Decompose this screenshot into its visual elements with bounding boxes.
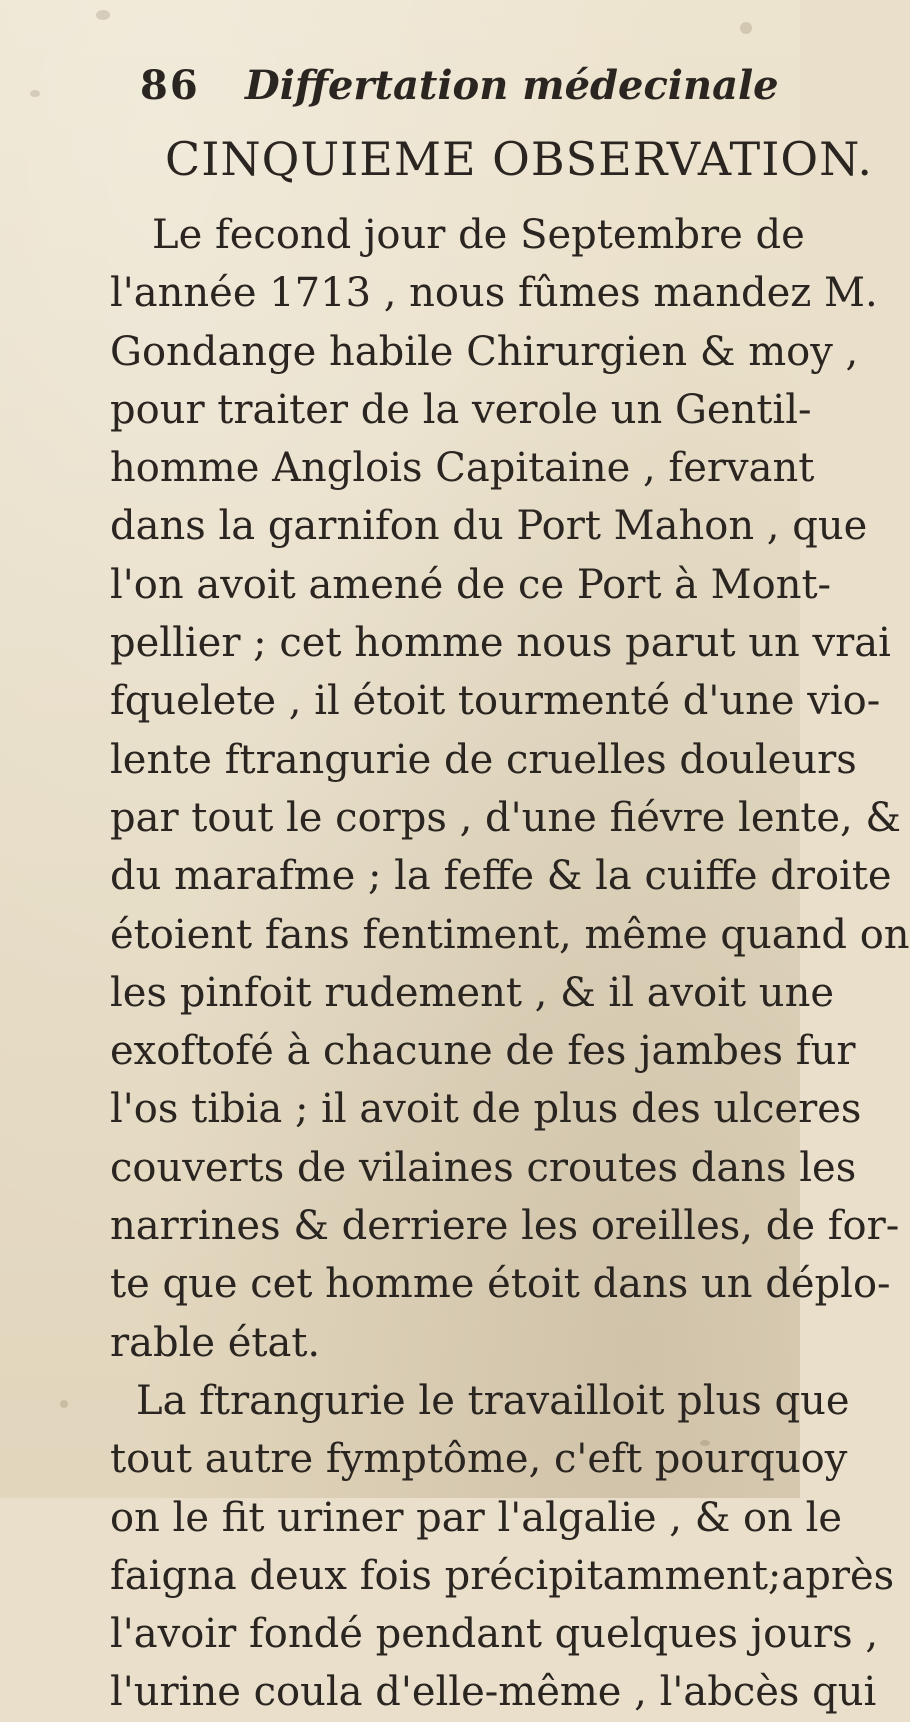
- text-line: tout autre fymptôme, c'eft pourquoy: [110, 1436, 848, 1483]
- running-head: Differtation médecinale: [245, 62, 779, 109]
- text-line: l'avoir fondé pendant quelques jours ,: [110, 1611, 879, 1658]
- stain: [96, 10, 110, 20]
- text-line: pour traiter de la verole un Gentil-: [110, 386, 812, 433]
- text-line: étoient fans fentiment, même quand on: [110, 911, 910, 958]
- text-line: l'on avoit amené de ce Port à Mont-: [110, 561, 832, 608]
- text-line: exoftofé à chacune de fes jambes fur: [110, 1028, 856, 1075]
- text-line: rable état.: [110, 1319, 321, 1366]
- text-line: l'os tibia ; il avoit de plus des ulceres: [110, 1086, 862, 1133]
- text-line: te que cet homme étoit dans un déplo-: [110, 1261, 891, 1308]
- text-line: fquelete , il étoit tourmenté d'une vio-: [110, 678, 881, 725]
- text-line: dans la garnifon du Port Mahon , que: [110, 503, 868, 550]
- text-line: on le fit uriner par l'algalie , & on le: [110, 1494, 843, 1541]
- text-line: pellier ; cet homme nous parut un vrai: [110, 620, 891, 667]
- text-line: l'urine coula d'elle-même , l'abcès qui: [110, 1669, 877, 1716]
- text-line: du marafme ; la feffe & la cuiffe droite: [110, 853, 892, 900]
- page-number: 86: [140, 62, 200, 109]
- text-line: couverts de vilaines croutes dans les: [110, 1144, 857, 1191]
- text-line: La ftrangurie le travailloit plus que: [136, 1377, 850, 1424]
- text-line: Le fecond jour de Septembre de: [152, 212, 805, 258]
- text-line: l'année 1713 , nous fûmes mandez M.: [110, 270, 878, 317]
- text-line: homme Anglois Capitaine , fervant: [110, 445, 815, 492]
- text-line: narrines & derriere les oreilles, de for-: [110, 1203, 900, 1250]
- stain: [740, 22, 752, 34]
- text-line: par tout le corps , d'une fiévre lente, &: [110, 794, 902, 841]
- section-title: CINQUIEME OBSERVATION.: [165, 132, 874, 186]
- text-line: faigna deux fois précipitamment;après: [110, 1552, 895, 1599]
- page-header: [140, 62, 780, 118]
- text-line: lente ftrangurie de cruelles douleurs: [110, 736, 857, 783]
- text-line: les pinfoit rudement , & il avoit une: [110, 969, 835, 1016]
- body-text: [110, 206, 910, 1722]
- text-line: Gondange habile Chirurgien & moy ,: [110, 328, 859, 375]
- stain: [30, 90, 40, 97]
- stain: [60, 1400, 68, 1408]
